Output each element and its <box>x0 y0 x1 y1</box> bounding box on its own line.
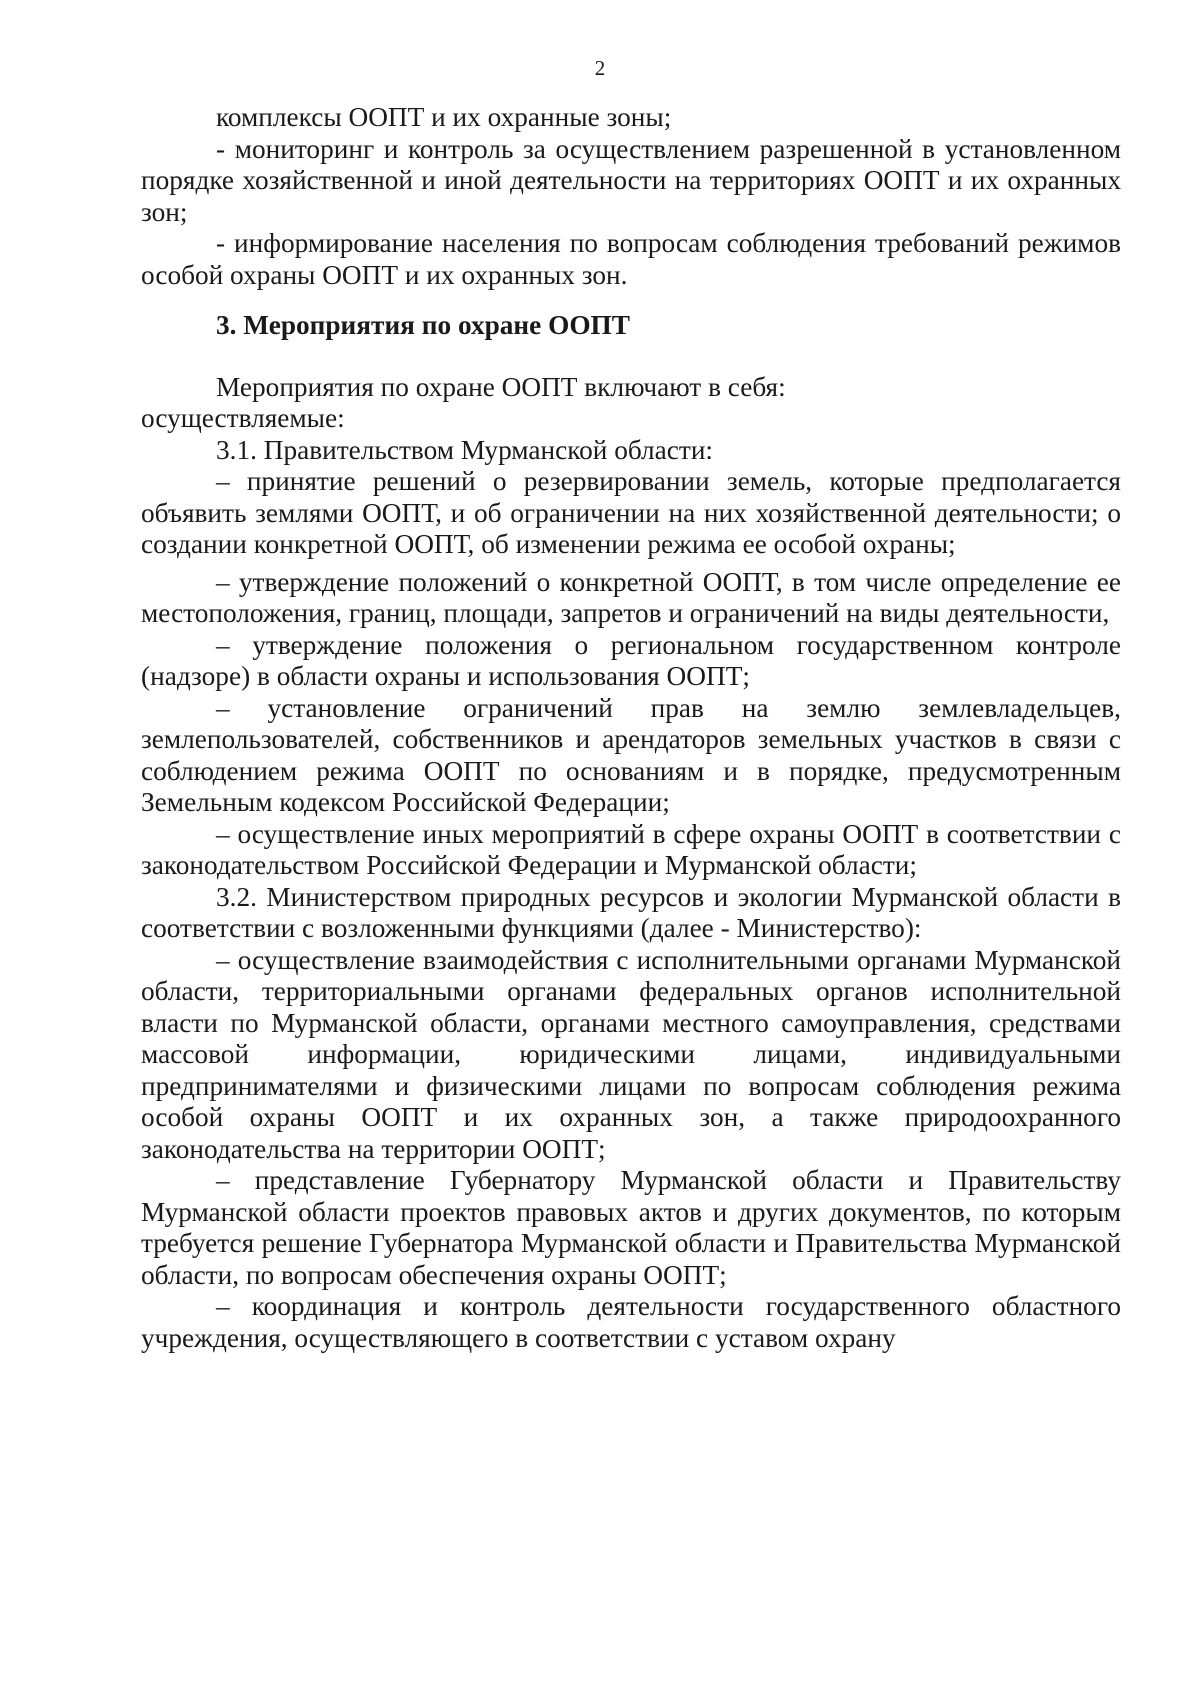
subsection-3-2: 3.2. Министерством природных ресурсов и экологии Мурманской области в соответствии с возложенными функциями (далее - Министерство): <box>141 881 1121 943</box>
paragraph-performed: осуществляемые: <box>141 403 345 433</box>
paragraph-monitoring: - мониторинг и контроль за осуществлением разрешенной в установленном порядке хозяйственной и иной деятельности на территориях ООПТ и их охранных зон; <box>141 133 1121 227</box>
list-item: – координация и контроль деятельности государственного областного учреждения, осуществляющего в соответствии с уставом охрану <box>141 1291 1121 1353</box>
list-item: – утверждение положения о региональном государственном контроле (надзоре) в области охраны и использования ООПТ; <box>141 629 1121 691</box>
subsection-3-1: 3.1. Правительством Мурманской области: <box>216 434 714 465</box>
document-body <box>141 102 1121 1354</box>
list-item: – представление Губернатору Мурманской области и Правительству Мурманской области проектов правовых актов и других документов, по которым требуется решение Губернатора Мурманской области и Правительства Мурманской области, по вопросам обеспечения охраны ООПТ; <box>141 1165 1121 1290</box>
page-number: 2 <box>594 56 606 80</box>
list-item: – утверждение положений о конкретной ООПТ, в том числе определение ее местоположения, границ, площади, запретов и ограничений на виды деятельности, <box>141 566 1121 628</box>
paragraph-informing: - информирование населения по вопросам соблюдения требований режимов особой охраны ООПТ и их охранных зон. <box>141 228 1121 290</box>
list-item: – установление ограничений прав на землю землевладельцев, землепользователей, собственников и арендаторов земельных участков в связи с соблюдением режима ООПТ по основаниям и в порядке, предусмотренным Земельным кодексом Российской Федерации; <box>141 692 1121 817</box>
section-heading: 3. Мероприятия по охране ООПТ <box>216 310 630 340</box>
paragraph-continuation: комплексы ООПТ и их охранные зоны; <box>216 102 672 132</box>
paragraph-intro: Мероприятия по охране ООПТ включают в себя: <box>216 371 786 402</box>
list-item: – осуществление иных мероприятий в сфере охраны ООПТ в соответствии с законодательством Российской Федерации и Мурманской области; <box>141 818 1121 880</box>
list-item: – осуществление взаимодействия с исполнительными органами Мурманской области, территориальными органами федеральных органов исполнительной власти по Мурманской области, органами местного самоуправления, средствами массовой информации, юридическими лицами, индивидуальными предпринимателями и физическими лицами по вопросам соблюдения режима особой охраны ООПТ и их охранных зон, а также природоохранного законодательства на территории ООПТ; <box>141 944 1121 1164</box>
list-item: – принятие решений о резервировании земель, которые предполагается объявить землями ООПТ, и об ограничении на них хозяйственной деятельности; о создании конкретной ООПТ, об изменении режима ее особой охраны; <box>141 466 1121 559</box>
